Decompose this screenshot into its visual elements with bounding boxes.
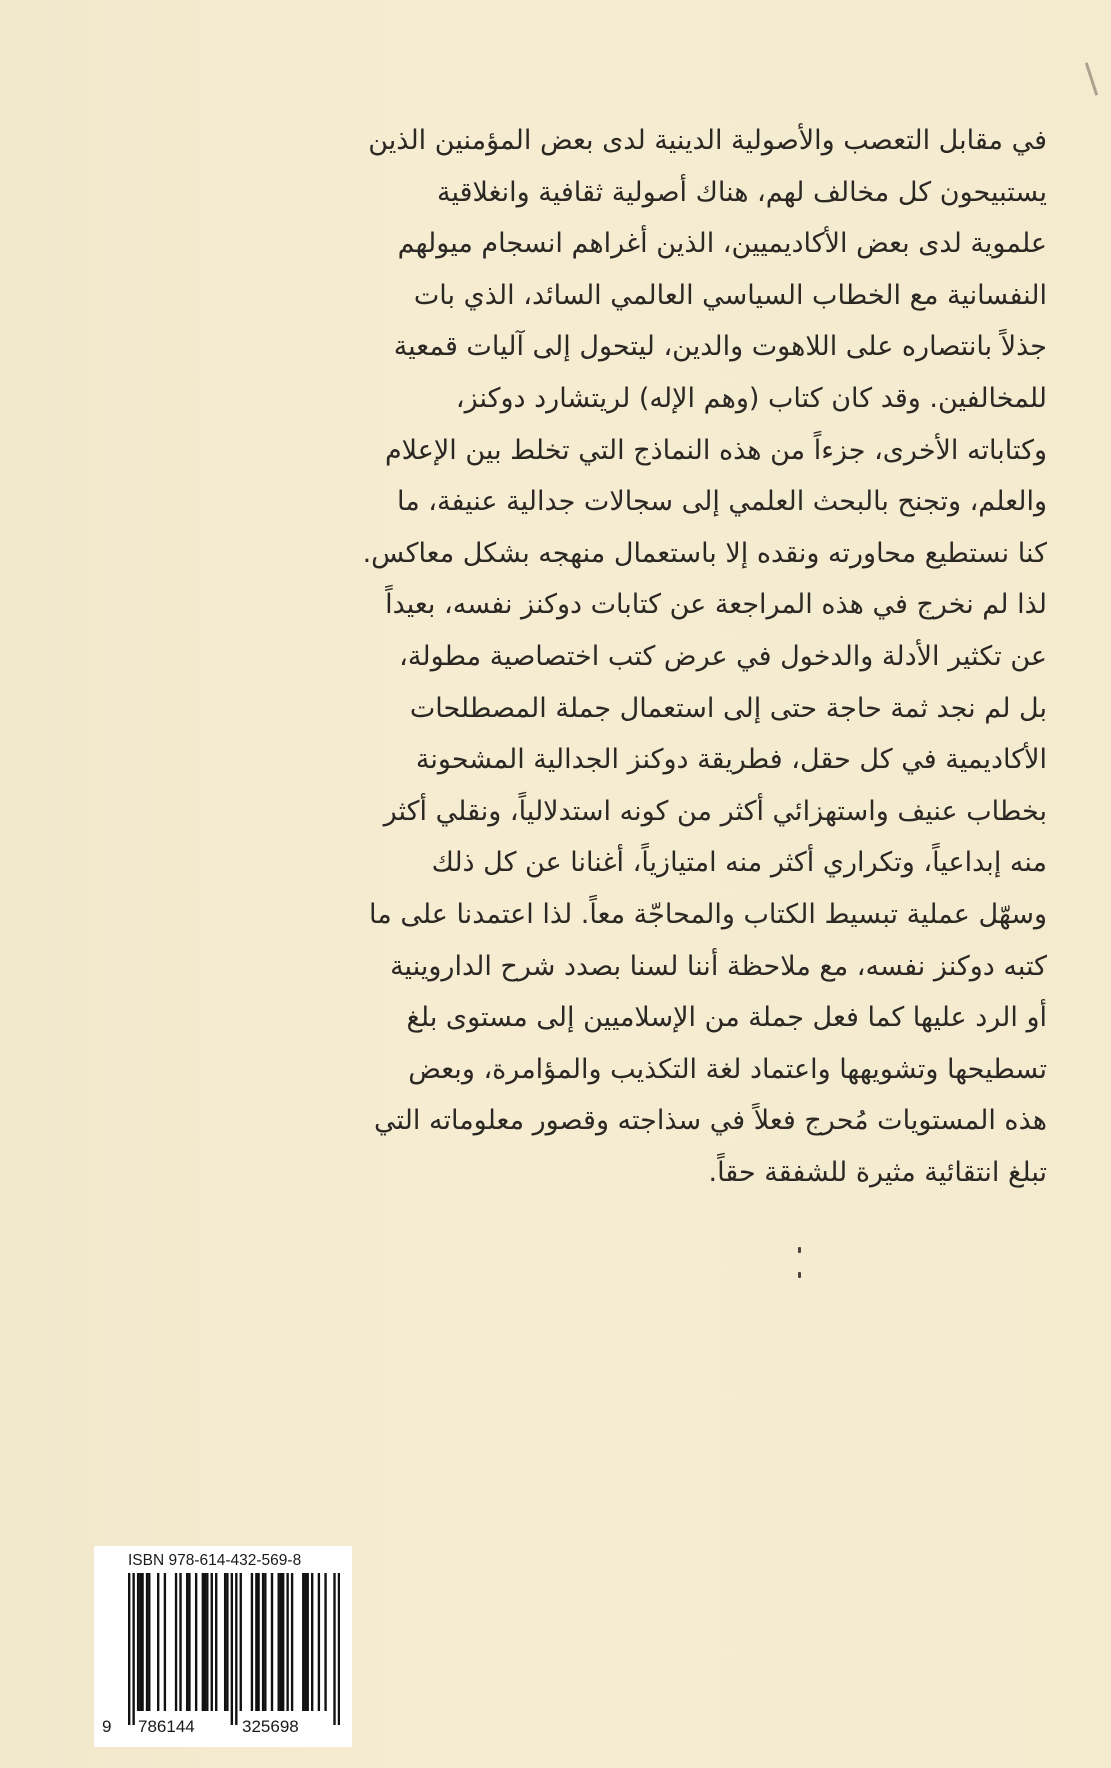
isbn-label: ISBN 978-614-432-569-8 [128, 1552, 302, 1569]
barcode-bar [282, 1573, 284, 1711]
blurb-line: بل لم نجد ثمة حاجة حتى إلى استعمال جملة المصطلحات [409, 692, 1047, 724]
barcode-bar [278, 1573, 280, 1711]
barcode-digits-right: 325698 [242, 1717, 299, 1736]
barcode-bar [304, 1573, 306, 1711]
barcode-bar [157, 1573, 159, 1711]
barcode-bar [146, 1573, 148, 1711]
corner-crease-mark [1085, 62, 1098, 95]
barcode-bar [255, 1573, 257, 1711]
barcode-guard-bar [132, 1573, 134, 1725]
barcode-bar [195, 1573, 197, 1711]
barcode-bar [251, 1573, 253, 1711]
blurb-line: لذا لم نخرج في هذه المراجعة عن كتابات دوكنز نفسه، بعيداً [385, 589, 1047, 621]
barcode-bar [311, 1573, 313, 1711]
barcode-bar [271, 1573, 273, 1711]
barcode-guard-bar [338, 1573, 340, 1725]
blurb-line: النفسانية مع الخطاب السياسي العالمي السائد، الذي بات [413, 279, 1047, 311]
blurb-line: وسهّل عملية تبسيط الكتاب والمحاجّة معاً. لذا اعتمدنا على ما [369, 898, 1047, 930]
blurb-line: هذه المستويات مُحرج فعلاً في سذاجته وقصور معلوماته التي [374, 1105, 1047, 1137]
barcode-bar [262, 1573, 264, 1711]
blurb-line: يستبيحون كل مخالف لهم، هناك أصولية ثقافية وانغلاقية [436, 176, 1047, 208]
barcode-bar [188, 1573, 190, 1711]
barcode-digit-first: 9 [102, 1717, 112, 1736]
decorative-dot [798, 1272, 801, 1278]
barcode-bar [186, 1573, 188, 1711]
barcode-bar [264, 1573, 266, 1711]
blurb-line: الأكاديمية في كل حقل، فطريقة دوكنز الجدالية المشحونة [415, 744, 1047, 776]
blurb-line: كنا نستطيع محاورته ونقده إلا باستعمال منهجه بشكل معاكس. [362, 537, 1047, 569]
barcode-bars [128, 1573, 340, 1725]
barcode-bar [211, 1573, 213, 1711]
back-cover-blurb [335, 115, 1047, 1198]
decorative-dot [798, 1247, 801, 1253]
barcode-digits-left: 786144 [138, 1717, 195, 1736]
barcode-bar [179, 1573, 181, 1711]
isbn-barcode [94, 1546, 352, 1747]
barcode-bar [202, 1573, 204, 1711]
barcode-bar [240, 1573, 242, 1711]
blurb-line: عن تكثير الأدلة والدخول في عرض كتب اختصاصية مطولة، [399, 640, 1047, 672]
blurb-line: وكتاباته الأخرى، جزءاً من هذه النماذج التي تخلط بين الإعلام [384, 434, 1047, 466]
barcode-bar [139, 1573, 141, 1711]
blurb-line: في مقابل التعصب والأصولية الدينية لدى بعض المؤمنين الذين [368, 125, 1047, 156]
barcode-bar [291, 1573, 293, 1711]
blurb-line: كتبه دوكنز نفسه، مع ملاحظة أننا لسنا بصدد شرح الداروينية [390, 950, 1047, 982]
blurb-line: تبلغ انتقائية مثيرة للشفقة حقاً. [708, 1156, 1047, 1188]
barcode-bar [286, 1573, 288, 1711]
blurb-line: منه إبداعياً، وتكراري أكثر منه امتيازياً، أغنانا عن كل ذلك [431, 847, 1047, 879]
barcode-bar [307, 1573, 309, 1711]
barcode-bar [215, 1573, 217, 1711]
barcode-digits [100, 1717, 340, 1739]
barcode-bar [302, 1573, 304, 1711]
barcode-guard-bar [128, 1573, 130, 1725]
barcode-bar [141, 1573, 143, 1711]
barcode-bar [137, 1573, 139, 1711]
barcode-bar [257, 1573, 259, 1711]
barcode-guard-bar [333, 1573, 335, 1725]
barcode-bar [226, 1573, 228, 1711]
blurb-line: جذلاً بانتصاره على اللاهوت والدين، ليتحول إلى آليات قمعية [393, 331, 1047, 363]
blurb-line: علموية لدى بعض الأكاديميين، الذين أغراهم انسجام ميولهم [397, 228, 1047, 260]
barcode-bar [204, 1573, 206, 1711]
barcode-bar [206, 1573, 208, 1711]
blurb-line: للمخالفين. وقد كان كتاب (وهم الإله) لريتشارد دوكنز، [455, 382, 1047, 414]
blurb-line: والعلم، وتجنح بالبحث العلمي إلى سجالات جدالية عنيفة، ما [397, 486, 1047, 518]
barcode-bar [224, 1573, 226, 1711]
blurb-line: بخطاب عنيف واستهزائي أكثر من كونه استدلالياً، ونقلي أكثر [383, 795, 1047, 827]
barcode-bar [164, 1573, 166, 1711]
barcode-guard-bar [235, 1573, 237, 1725]
blurb-line: تسطيحها وتشويهها واعتماد لغة التكذيب والمؤامرة، وبعض [408, 1053, 1047, 1085]
barcode-bar [175, 1573, 177, 1711]
barcode-bar [324, 1573, 326, 1711]
barcode-bar [280, 1573, 282, 1711]
barcode-guard-bar [231, 1573, 233, 1725]
barcode-bar [148, 1573, 150, 1711]
barcode-bar [318, 1573, 320, 1711]
blurb-line: أو الرد عليها كما فعل جملة من الإسلاميين إلى مستوى بلغ [406, 1002, 1047, 1034]
